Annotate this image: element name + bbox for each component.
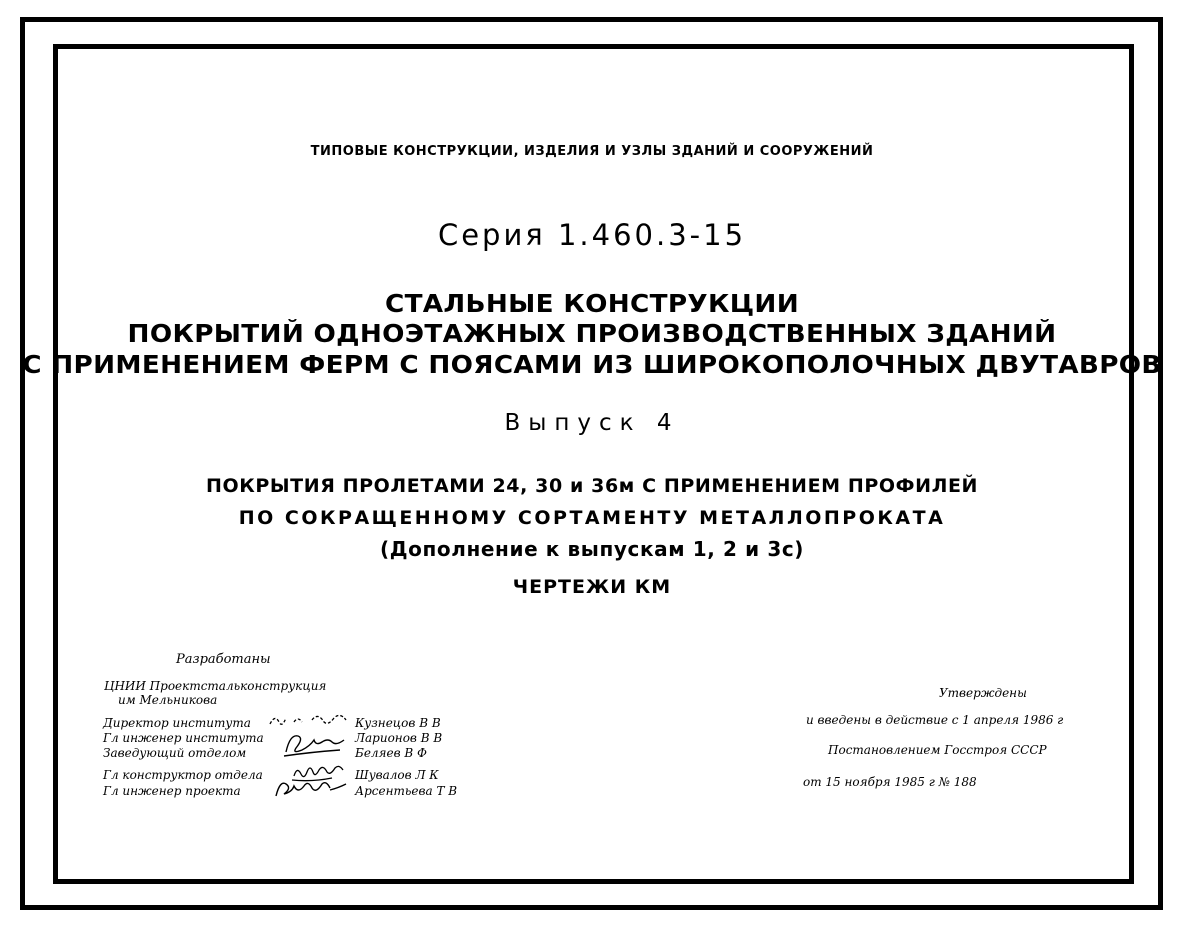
- subtitle-line-1: ПОКРЫТИЯ ПРОЛЕТАМИ 24, 30 и 36м С ПРИМЕНЕНИЕМ ПРОФИЛЕЙ: [205, 475, 979, 497]
- drawings-label: ЧЕРТЕЖИ КМ: [512, 576, 672, 598]
- subtitle-line-3: (Дополнение к выпускам 1, 2 и 3с): [379, 537, 805, 561]
- name-department-head: Беляев В Ф: [355, 746, 427, 760]
- name-project-engineer: Арсентьева Т В: [355, 784, 458, 798]
- title-line-1: СТАЛЬНЫЕ КОНСТРУКЦИИ: [385, 289, 799, 318]
- role-director: Директор института: [103, 716, 251, 730]
- role-department-head: Заведующий отделом: [103, 746, 247, 760]
- approved-line-1: и введены в действие с 1 апреля 1986 г: [806, 713, 1064, 727]
- role-chief-engineer: Гл инженер института: [103, 731, 264, 745]
- name-director: Кузнецов В В: [355, 716, 441, 730]
- role-project-engineer: Гл инженер проекта: [103, 784, 241, 798]
- series-number: Серия 1.460.3-15: [437, 218, 747, 252]
- signature-department-head: [280, 728, 352, 760]
- developer-org-named: им Мельникова: [118, 693, 218, 707]
- title-line-2: ПОКРЫТИЙ ОДНОЭТАЖНЫХ ПРОИЗВОДСТВЕННЫХ ЗДАНИЙ: [127, 319, 1057, 348]
- issue-number: Выпуск 4: [504, 410, 680, 436]
- role-chief-designer: Гл конструктор отдела: [103, 768, 263, 782]
- name-chief-engineer: Ларионов В В: [355, 731, 443, 745]
- developer-org: ЦНИИ Проектстальконструкция: [104, 679, 327, 693]
- title-line-3: С ПРИМЕНЕНИЕМ ФЕРМ С ПОЯСАМИ ИЗ ШИРОКОПОЛОЧНЫХ ДВУТАВРОВ: [22, 350, 1162, 379]
- approved-line-3: от 15 ноября 1985 г № 188: [803, 775, 977, 789]
- header-line: ТИПОВЫЕ КОНСТРУКЦИИ, ИЗДЕЛИЯ И УЗЛЫ ЗДАНИЙ И СООРУЖЕНИЙ: [310, 144, 874, 159]
- name-chief-designer: Шувалов Л К: [355, 768, 439, 782]
- subtitle-line-2: ПО СОКРАЩЕННОМУ СОРТАМЕНТУ МЕТАЛЛОПРОКАТА: [238, 507, 946, 529]
- signature-project-engineer: [270, 776, 354, 802]
- developed-title: Разработаны: [176, 652, 271, 667]
- approved-title: Утверждены: [939, 686, 1027, 700]
- approved-line-2: Постановлением Госстроя СССР: [828, 743, 1047, 757]
